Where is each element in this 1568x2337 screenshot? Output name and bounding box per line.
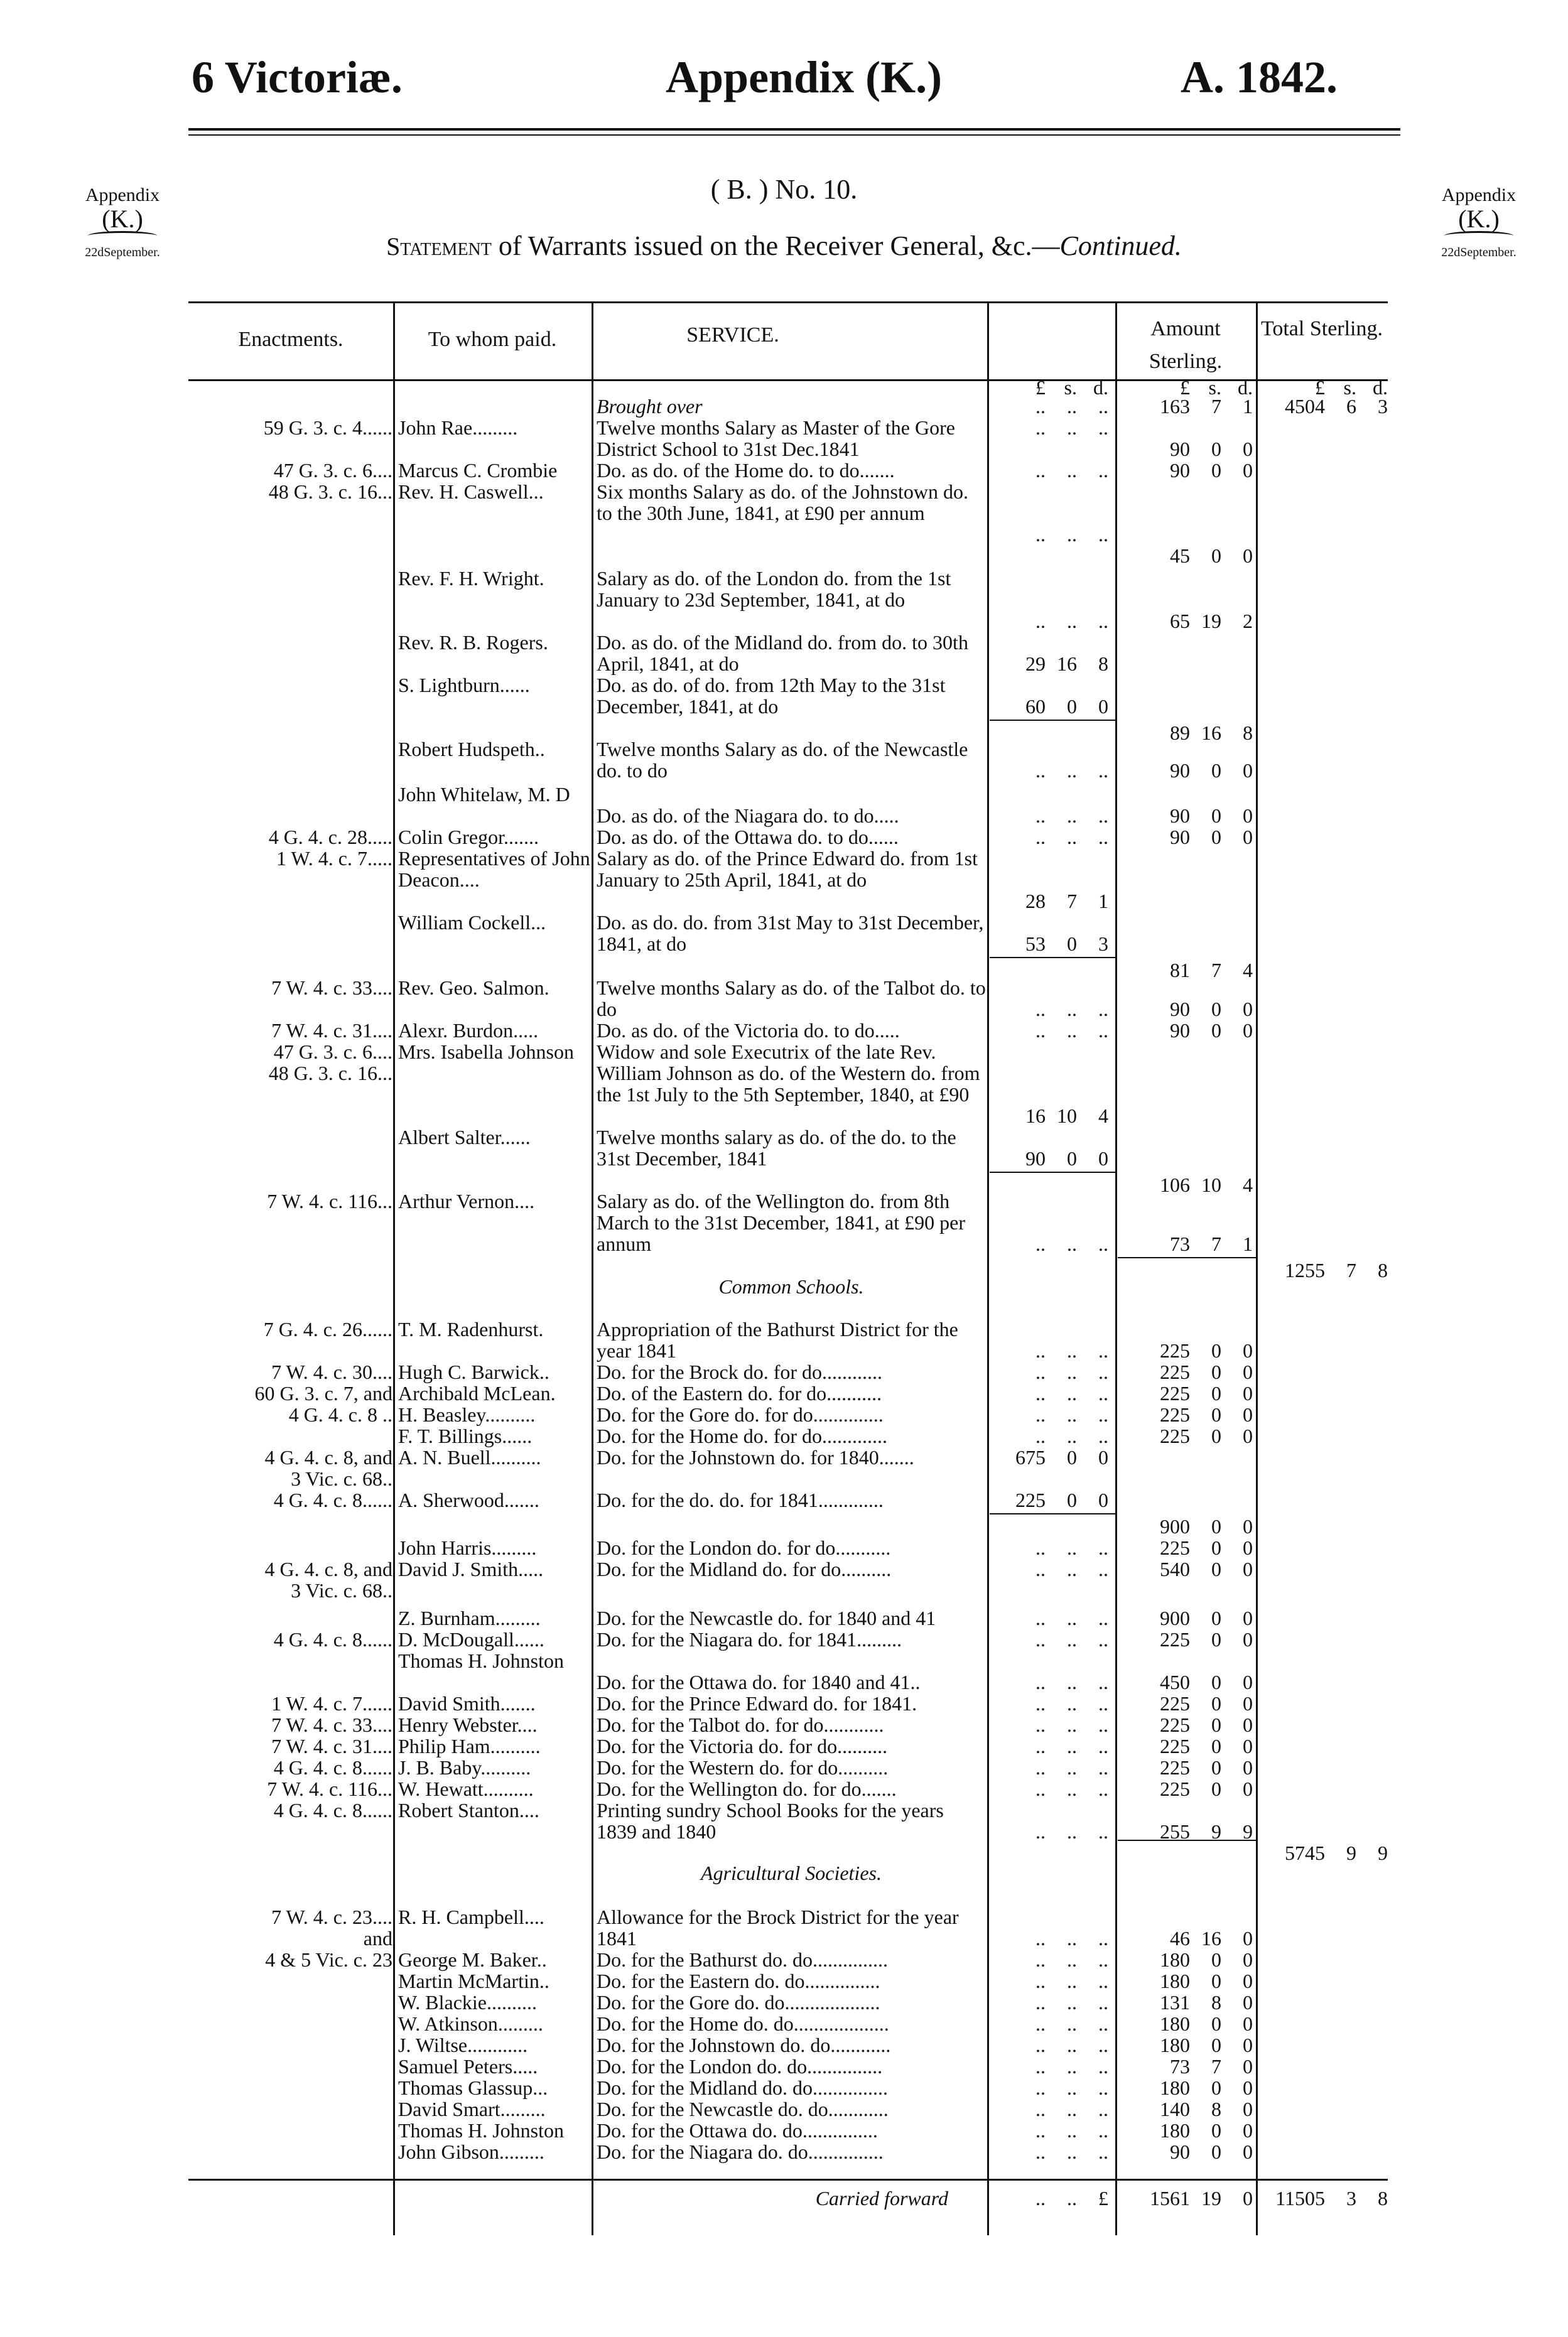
service-cell: Allowance for the Brock District for the year 1841 [597,1906,959,1950]
service-cell: Do. for the Victoria do. for do.......... [597,1735,888,1757]
amount-detail: .. .. .. [1035,1991,1108,2014]
service-cell: Do. for the Gore do. for do.............. [597,1403,884,1426]
payee-cell: Robert Stanton.... [398,1799,539,1822]
service-cell: Do. for the Ottawa do. do............... [597,2119,878,2142]
service-cell: Do. as do. of the Victoria do. to do..... [597,1019,900,1042]
amount-sterling: 180 0 0 [1160,2034,1253,2056]
enactment-cell: 7 W. 4. c. 23.... [271,1906,392,1928]
payee-cell: Samuel Peters..... [398,2055,538,2078]
amount-sterling: 131 8 0 [1160,1991,1253,2014]
col-divider-1 [393,301,395,2235]
header-left: 6 Victoriæ. [192,52,403,102]
payee-cell: S. Lightburn...... [398,674,530,696]
amount-sterling: 225 0 0 [1160,1628,1253,1651]
amount-detail: .. .. .. [1035,1692,1108,1715]
amount-detail: .. .. .. [1035,523,1108,546]
service-cell: Do. as do. of do. from 12th May to the 31st December, 1841, at do [597,674,946,718]
total-sterling: 5745 9 9 [1285,1842,1388,1864]
amount-sterling: 89 16 8 [1170,721,1253,744]
enactment-cell: 4 G. 4. c. 8, and [264,1558,392,1580]
enactment-cell: 4 & 5 Vic. c. 23 [265,1948,392,1971]
total-sterling: 11505 3 8 [1275,2187,1388,2210]
payee-cell: Z. Burnham......... [398,1607,541,1629]
service-cell: Do. for the London do. for do........... [597,1536,891,1559]
amount-sterling: 140 8 0 [1160,2098,1253,2120]
amount-detail: 90 0 0 [1025,1147,1108,1170]
amount-detail: .. .. .. [1035,1019,1108,1042]
payee-cell: Rev. Geo. Salmon. [398,976,549,999]
service-cell: Salary as do. of the London do. from the 1st January to 23d September, 1841, at do [597,567,951,611]
amount-detail: .. .. .. [1035,1735,1108,1757]
amount-sterling: 225 0 0 [1160,1735,1253,1757]
payee-cell: Hugh C. Barwick.. [398,1361,549,1383]
payee-cell: Alexr. Burdon..... [398,1019,539,1042]
amount-detail: 29 16 8 [1025,652,1108,675]
payee-cell: Thomas H. Johnston [398,1649,564,1672]
amount-detail: 60 0 0 [1025,695,1108,718]
payee-cell: John Rae......... [398,416,518,439]
service-cell: Widow and sole Executrix of the late Rev. William Johnson as do. of the Western do. from the 1st July to the 5th September, 1840, at £90 [597,1040,980,1106]
amount-sterling: 225 0 0 [1160,1339,1253,1362]
service-cell: Do. for the London do. do............... [597,2055,883,2078]
header-center: Appendix (K.) [666,52,943,102]
side-note-line2: (K.) [102,205,143,233]
amount-sterling: 225 0 0 [1160,1403,1253,1426]
amount-detail: .. .. .. [1035,1671,1108,1693]
service-cell: Brought over [597,395,703,418]
service-cell: Do. for the Newcastle do. for 1840 and 41 [597,1607,936,1629]
service-cell: Do. for the Midland do. do............... [597,2076,888,2099]
amount-detail: .. .. .. [1035,826,1108,848]
payee-cell: Arthur Vernon.... [398,1190,535,1212]
amount-detail: .. .. .. [1035,1425,1108,1447]
service-cell: Do. as do. do. from 31st May to 31st December, 1841, at do [597,911,984,955]
enactment-cell: 7 W. 4. c. 30.... [271,1361,392,1383]
side-note-line3: 22dSeptember. [1441,246,1517,259]
amount-detail: .. .. .. [1035,1403,1108,1426]
payee-cell: John Gibson......... [398,2140,544,2163]
amount-sterling: 90 0 0 [1170,759,1253,782]
payee-cell: Rev. H. Caswell... [398,480,544,503]
payee-cell: Colin Gregor....... [398,826,539,848]
enactment-cell: 3 Vic. c. 68.. [291,1579,392,1602]
enactment-cell: 7 W. 4. c. 33.... [271,976,392,999]
service-cell: Salary as do. of the Wellington do. from 8th March to the 31st December, 1841, at £90 per annum [597,1190,965,1255]
amount-detail: .. .. .. [1035,416,1108,439]
service-cell: Do. for the Brock do. for do............ [597,1361,883,1383]
side-note-line1: Appendix [1441,185,1517,205]
amount-detail: .. .. .. [1035,1820,1108,1843]
amount-detail: .. .. .. [1035,1558,1108,1580]
enactment-cell: 7 W. 4. c. 31.... [271,1019,392,1042]
total-sterling: 4504 6 3 [1285,395,1388,418]
enactment-cell: 7 G. 4. c. 26...... [263,1318,392,1341]
amount-detail: .. .. .. [1035,459,1108,482]
col-head-amount: Amount Sterling. [1149,317,1223,373]
amount-detail: .. .. £ [1035,2187,1108,2210]
amount-sterling: 180 0 0 [1160,2076,1253,2099]
payee-cell: David Smith....... [398,1692,536,1715]
payee-cell: Martin McMartin.. [398,1970,549,1992]
amount-detail: .. .. .. [1035,998,1108,1020]
service-cell: Do. for the Johnstown do. for 1840....... [597,1446,914,1469]
carried-forward-rule [188,2179,1388,2181]
amount-detail: .. .. .. [1035,1628,1108,1651]
enactment-cell: 4 G. 4. c. 8...... [273,1489,392,1511]
amount-detail: .. .. .. [1035,2012,1108,2035]
service-cell: Do. for the Western do. for do.......... [597,1756,889,1779]
amount-detail: 675 0 0 [1015,1446,1108,1469]
amount-detail: .. .. .. [1035,1382,1108,1405]
payee-cell: R. H. Campbell.... [398,1906,544,1928]
payee-cell: Henry Webster.... [398,1714,538,1736]
service-cell: Do. for the Midland do. for do.......... [597,1558,892,1580]
amount-sterling: 180 0 0 [1160,2012,1253,2035]
amount-detail: .. .. .. [1035,1233,1108,1255]
amount-sterling: 225 0 0 [1160,1692,1253,1715]
amount-detail: .. .. .. [1035,1948,1108,1971]
service-cell: Common Schools. [718,1275,864,1298]
subtotal-rule [990,957,1115,958]
amount-detail: 225 0 0 [1015,1489,1108,1511]
service-cell: Printing sundry School Books for the years 1839 and 1840 [597,1799,944,1843]
enactment-cell: 7 W. 4. c. 116... [267,1778,392,1800]
amount-detail: .. .. .. [1035,1361,1108,1383]
service-cell: Twelve months salary as do. of the do. to the 31st December, 1841 [597,1126,956,1170]
amount-sterling: 90 0 0 [1170,826,1253,848]
payee-cell: J. B. Baby.......... [398,1756,531,1779]
payee-cell: Marcus C. Crombie [398,459,558,482]
payee-cell: A. Sherwood....... [398,1489,539,1511]
payee-cell: George M. Baker.. [398,1948,547,1971]
amount-detail: .. .. .. [1035,759,1108,782]
service-cell: Do. as do. of the Niagara do. to do..... [597,804,899,827]
amount-sterling: 90 0 0 [1170,998,1253,1020]
enactment-cell: 47 G. 3. c. 6.... [273,459,392,482]
amount-sterling: 163 7 1 [1160,395,1253,418]
amount-sterling: 225 0 0 [1160,1778,1253,1800]
amount-sterling: 106 10 4 [1160,1174,1253,1196]
payee-cell: Philip Ham.......... [398,1735,541,1757]
amount-detail: .. .. .. [1035,1927,1108,1950]
amount-sterling: 90 0 0 [1170,2140,1253,2163]
amount-sterling: 225 0 0 [1160,1382,1253,1405]
payee-cell: Thomas H. Johnston [398,2119,564,2142]
service-cell: Do. for the Wellington do. for do....... [597,1778,897,1800]
doc-number: ( B. ) No. 10. [710,174,858,205]
amount-detail: .. .. .. [1035,1778,1108,1800]
amount-sterling: 73 7 1 [1170,1233,1253,1255]
amount-detail: .. .. .. [1035,395,1108,418]
enactment-cell: 48 G. 3. c. 16... [268,1062,392,1084]
enactment-cell: 4 G. 4. c. 8 .. [288,1403,392,1426]
enactment-cell: 60 G. 3. c. 7, and [254,1382,392,1405]
amount-detail: .. .. .. [1035,804,1108,827]
enactment-cell: 7 W. 4. c. 33.... [271,1714,392,1736]
subtotal-rule [1118,1257,1256,1258]
payee-cell: T. M. Radenhurst. [398,1318,544,1341]
service-cell: Do. for the Gore do. do................... [597,1991,880,2014]
amount-sterling: 255 9 9 [1160,1820,1253,1843]
amount-detail: .. .. .. [1035,1607,1108,1629]
payee-cell: Mrs. Isabella Johnson [398,1040,574,1063]
doc-title [0,230,1568,262]
col-divider-3 [987,301,989,2235]
payee-cell: A. N. Buell.......... [398,1446,541,1469]
payee-cell: David Smart......... [398,2098,546,2120]
doc-title-rest: of Warrants issued on the Receiver General, &c.— [491,230,1060,261]
amount-sterling: 65 19 2 [1170,610,1253,632]
subtotal-rule [990,1513,1115,1514]
amount-sterling: 73 7 0 [1170,2055,1253,2078]
subtotal-rule [990,1172,1115,1173]
amount-sterling: 900 0 0 [1160,1607,1253,1629]
amount-sterling: 90 0 0 [1170,1019,1253,1042]
payee-cell: Thomas Glassup... [398,2076,548,2099]
amount-sterling: 90 0 0 [1170,804,1253,827]
total-sterling: 1255 7 8 [1285,1259,1388,1282]
enactment-cell: 4 G. 4. c. 28..... [268,826,392,848]
enactment-cell: 47 G. 3. c. 6.... [273,1040,392,1063]
doc-title-italic: Continued. [1059,230,1182,261]
enactment-cell: and [363,1927,392,1950]
payee-cell: F. T. Billings...... [398,1425,533,1447]
col-divider-4 [1115,301,1117,2235]
payee-cell: David J. Smith..... [398,1558,544,1580]
amount-sterling: 180 0 0 [1160,1948,1253,1971]
col-head-total: Total Sterling. [1260,317,1383,340]
amount-sterling: 225 0 0 [1160,1756,1253,1779]
amount-detail: 28 7 1 [1025,890,1108,912]
amount-sterling: 81 7 4 [1170,959,1253,981]
amount-sterling: 225 0 0 [1160,1425,1253,1447]
enactment-cell: 7 W. 4. c. 116... [267,1190,392,1212]
subtotal-rule [990,720,1115,721]
enactment-cell: 7 W. 4. c. 31.... [271,1735,392,1757]
enactment-cell: 4 G. 4. c. 8...... [273,1628,392,1651]
amount-detail: .. .. .. [1035,2098,1108,2120]
service-cell: Salary as do. of the Prince Edward do. from 1st January to 25th April, 1841, at do [597,847,978,891]
service-cell: Do. for the Newcastle do. do............ [597,2098,889,2120]
col-head-enactments: Enactments. [238,328,343,351]
col-divider-5 [1256,301,1258,2235]
service-cell: Do. as do. of the Ottawa do. to do...... [597,826,899,848]
amount-detail: .. .. .. [1035,1756,1108,1779]
amount-sterling: 900 0 0 [1160,1515,1253,1538]
service-cell: Agricultural Societies. [701,1862,882,1884]
lsd-head-2: £ s. d. [1180,376,1253,399]
service-cell: Twelve months Salary as do. of the Talbot do. to do [597,976,986,1020]
header-right: A. 1842. [1181,52,1338,102]
amount-detail: .. .. .. [1035,610,1108,632]
enactment-cell: 4 G. 4. c. 8, and [264,1446,392,1469]
payee-cell: J. Wiltse............ [398,2034,528,2056]
amount-sterling: 450 0 0 [1160,1671,1253,1693]
side-note-line2: (K.) [1458,205,1500,233]
service-cell: Appropriation of the Bathurst District for the year 1841 [597,1318,958,1362]
doc-title-small: Statement [386,232,492,261]
enactment-cell: 4 G. 4. c. 8...... [273,1799,392,1822]
amount-sterling: 45 0 0 [1170,544,1253,567]
lsd-head-3: £ s. d. [1315,376,1388,399]
enactment-cell: 4 G. 4. c. 8...... [273,1756,392,1779]
service-cell: Do. as do. of the Home do. to do....... [597,459,895,482]
service-cell: Do. for the Niagara do. for 1841......... [597,1628,902,1651]
amount-detail: .. .. .. [1035,2034,1108,2056]
enactment-cell: 48 G. 3. c. 16... [268,480,392,503]
service-cell: Do. for the Prince Edward do. for 1841. [597,1692,917,1715]
service-cell: Six months Salary as do. of the Johnstown do. to the 30th June, 1841, at £90 per annum [597,480,968,524]
amount-sterling: 225 0 0 [1160,1361,1253,1383]
col-divider-2 [592,301,593,2235]
service-cell: Do. for the Talbot do. for do............ [597,1714,884,1736]
amount-sterling: 180 0 0 [1160,2119,1253,2142]
col-head-service: SERVICE. [686,323,779,347]
lsd-head-1: £ s. d. [1035,376,1108,399]
amount-detail: .. .. .. [1035,2119,1108,2142]
service-cell: Do. of the Eastern do. for do........... [597,1382,882,1405]
col-head-to-whom: To whom paid. [428,328,557,351]
amount-detail: .. .. .. [1035,2055,1108,2078]
payee-cell: Rev. R. B. Rogers. [398,631,548,654]
service-cell: Do. for the Bathurst do. do............... [597,1948,888,1971]
amount-detail: .. .. .. [1035,1536,1108,1559]
payee-cell: H. Beasley.......... [398,1403,536,1426]
payee-cell: Rev. F. H. Wright. [398,567,544,590]
enactment-cell: 59 G. 3. c. 4...... [263,416,392,439]
service-cell: Do. for the Home do. for do............. [597,1425,888,1447]
service-cell: Do. as do. of the Midland do. from do. to 30th April, 1841, at do [597,631,968,675]
side-note-line1: Appendix [85,185,160,205]
amount-sterling: 225 0 0 [1160,1714,1253,1736]
payee-cell: Albert Salter...... [398,1126,531,1148]
amount-detail: .. .. .. [1035,1970,1108,1992]
service-cell: Do. for the do. do. for 1841............. [597,1489,884,1511]
service-cell: Do. for the Ottawa do. for 1840 and 41.. [597,1671,921,1693]
payee-cell: William Cockell... [398,911,546,934]
amount-sterling: 225 0 0 [1160,1536,1253,1559]
service-cell: Do. for the Niagara do. do............... [597,2140,884,2163]
header-rule-thin [188,134,1400,136]
enactment-cell: 1 W. 4. c. 7...... [271,1692,392,1715]
payee-cell: John Harris......... [398,1536,537,1559]
payee-cell: Robert Hudspeth.. [398,738,545,760]
amount-detail: 16 10 4 [1025,1104,1108,1127]
enactment-cell: 1 W. 4. c. 7..... [276,847,392,870]
enactment-cell: 3 Vic. c. 68.. [291,1467,392,1490]
service-cell: Carried forward [815,2187,948,2210]
amount-sterling: 540 0 0 [1160,1558,1253,1580]
side-note-line3: 22dSeptember. [85,246,160,259]
amount-sterling: 90 0 0 [1170,459,1253,482]
payee-cell: Representatives of John Deacon.... [398,847,590,891]
amount-sterling: 90 0 0 [1170,438,1253,460]
amount-detail: .. .. .. [1035,1714,1108,1736]
service-cell: Do. for the Eastern do. do............... [597,1970,880,1992]
service-cell: Twelve months Salary as do. of the Newcastle do. to do [597,738,968,782]
amount-sterling: 180 0 0 [1160,1970,1253,1992]
amount-detail: 53 0 3 [1025,932,1108,955]
service-cell: Do. for the Johnstown do. do............ [597,2034,891,2056]
payee-cell: D. McDougall...... [398,1628,544,1651]
amount-sterling: 1561 19 0 [1150,2187,1253,2210]
payee-cell: Archibald McLean. [398,1382,556,1405]
payee-cell: W. Atkinson......... [398,2012,543,2035]
service-cell: Twelve months Salary as Master of the Gore District School to 31st Dec.1841 [597,416,955,460]
payee-cell: W. Blackie.......... [398,1991,537,2014]
payee-cell: John Whitelaw, M. D [398,783,570,806]
table-top-rule [188,301,1388,303]
amount-detail: .. .. .. [1035,2140,1108,2163]
amount-sterling: 46 16 0 [1170,1927,1253,1950]
payee-cell: W. Hewatt.......... [398,1778,534,1800]
header-rule [188,128,1400,131]
amount-detail: .. .. .. [1035,1339,1108,1362]
amount-detail: .. .. .. [1035,2076,1108,2099]
service-cell: Do. for the Home do. do................... [597,2012,889,2035]
